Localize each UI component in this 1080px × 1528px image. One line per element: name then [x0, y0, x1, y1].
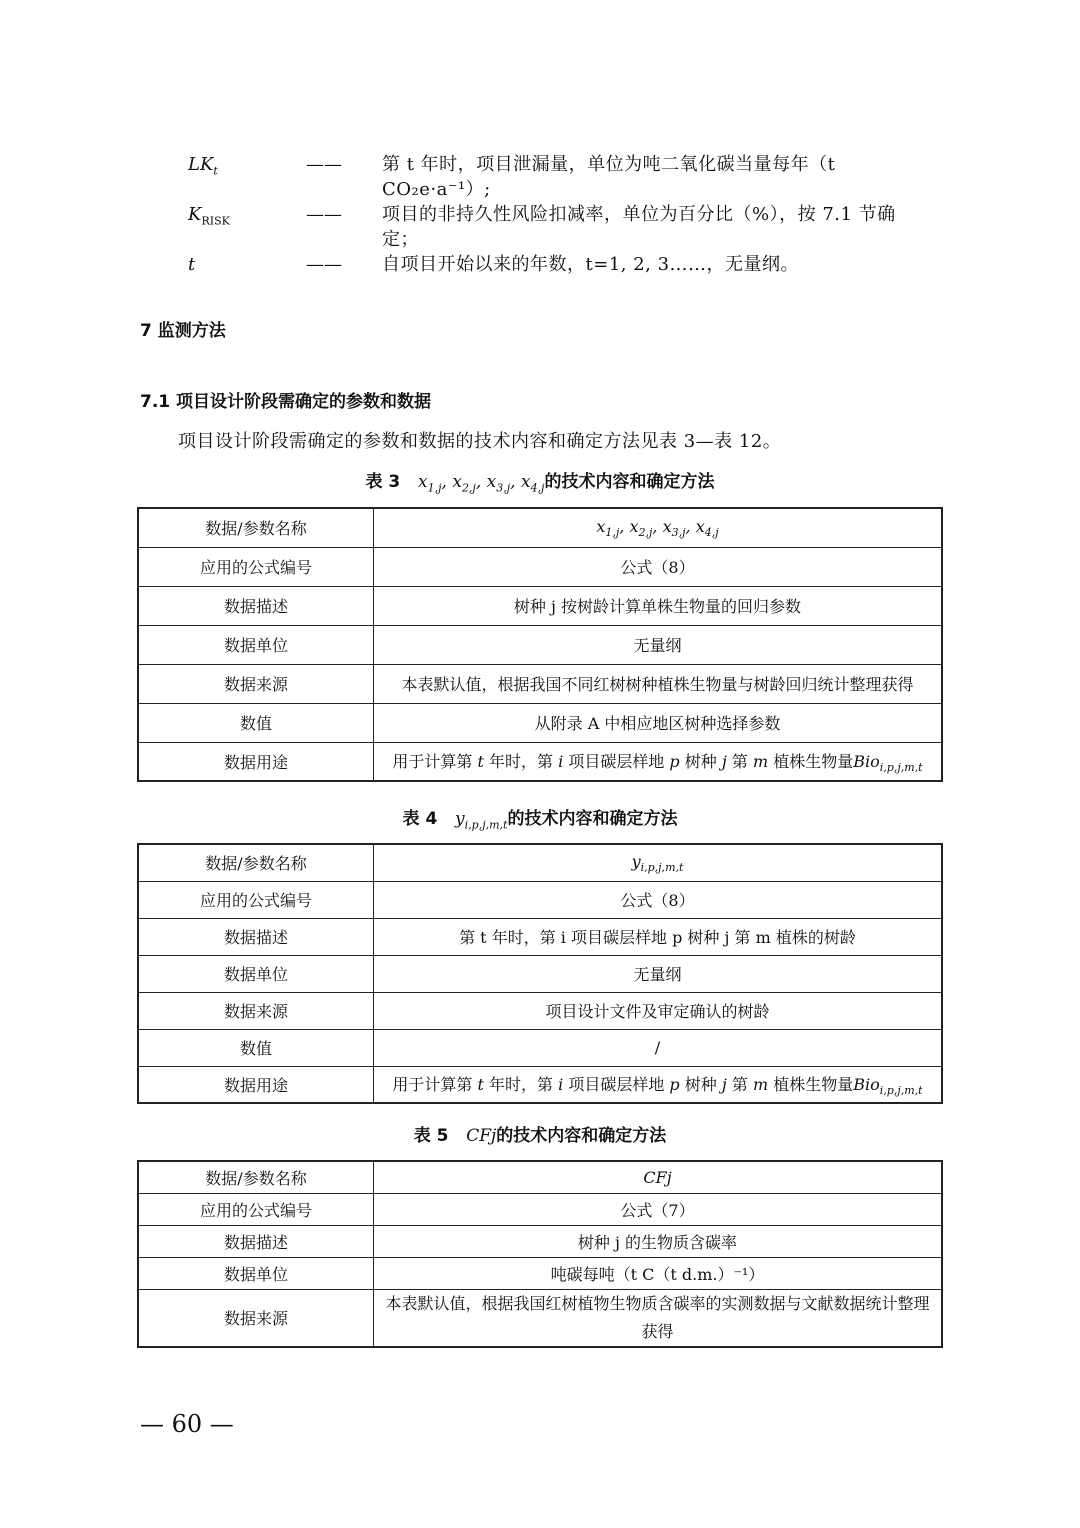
table-5-caption-symbols: CFj: [466, 1126, 497, 1146]
variable-definitions: [188, 152, 908, 277]
table-3-caption: 表 3 $x_{1,j}$, $x_{2,j}$, $x_{3,j}$, $x_{4,j}$的技术内容和确定方法: [365, 472, 715, 495]
variable-description: 第 t 年时，项目泄漏量，单位为吨二氧化碳当量每年（t CO₂e·a⁻¹）;: [382, 154, 836, 200]
table-row: 数据用途 用于计算第 t 年时，第 i 项目碳层样地 p 树种 j 第 m 植株生物量Bio$_{i,p,j,m,t}$: [138, 1066, 942, 1103]
variable-row: [188, 202, 908, 252]
table-5: [137, 1160, 943, 1348]
table-row: 数据描述 第 t 年时，第 i 项目碳层样地 p 树种 j 第 m 植株的树龄: [138, 918, 942, 955]
table-row: 数据描述 树种 j 按树龄计算单株生物量的回归参数: [138, 586, 942, 625]
table-row: 应用的公式编号 公式（8）: [138, 881, 942, 918]
table-row: 数值 从附录 A 中相应地区树种选择参数: [138, 703, 942, 742]
table-5-caption: 表 5 CFj的技术内容和确定方法: [413, 1126, 667, 1146]
table-row: 数据描述 树种 j 的生物质含碳率: [138, 1225, 942, 1257]
variable-symbol: $LK_t$: [188, 154, 218, 178]
table-row: 应用的公式编号 公式（7）: [138, 1193, 942, 1225]
table-cell: $x_{1,j}$, $x_{2,j}$, $x_{3,j}$, $x_{4,j}$: [374, 508, 943, 547]
variable-dash: ——: [306, 204, 342, 225]
table-row: 数据来源 项目设计文件及审定确认的树龄: [138, 992, 942, 1029]
table-row: 应用的公式编号 公式（8）: [138, 547, 942, 586]
table-row: 数值 /: [138, 1029, 942, 1066]
table-4-caption-symbols: $y_{i,p,j,m,t}$: [455, 809, 508, 832]
table-row: 数据单位 吨碳每吨（t C（t d.m.）⁻¹）: [138, 1257, 942, 1289]
intro-paragraph: 项目设计阶段需确定的参数和数据的技术内容和确定方法见表 3—表 12。: [178, 431, 782, 452]
section-heading-7: 7 监测方法: [140, 321, 226, 341]
table-3: [137, 507, 943, 782]
table-3-caption-symbols: $x_{1,j}$, $x_{2,j}$, $x_{3,j}$, $x_{4,j}$: [418, 472, 545, 495]
table-row: 数据/参数名称 CFj: [138, 1161, 942, 1193]
table-row: 数据单位 无量纲: [138, 955, 942, 992]
table-row: 数据用途 用于计算第 t 年时，第 i 项目碳层样地 p 树种 j 第 m 植株生物量Bio$_{i,p,j,m,t}$: [138, 742, 942, 781]
variable-dash: ——: [306, 154, 342, 175]
table-row: 数据/参数名称 $x_{1,j}$, $x_{2,j}$, $x_{3,j}$, $x_{4,j}$: [138, 508, 942, 547]
variable-symbol: t: [188, 254, 196, 275]
table-cell: 用于计算第 t 年时，第 i 项目碳层样地 p 树种 j 第 m 植株生物量Bio$_{i,p,j,m,t}$: [374, 1066, 943, 1103]
page-number: — 60 —: [140, 1410, 234, 1438]
table-cell: $y_{i,p,j,m,t}$: [374, 844, 943, 881]
table-4: [137, 843, 943, 1104]
section-heading-7-1: 7.1 项目设计阶段需确定的参数和数据: [140, 392, 432, 412]
variable-row: [188, 152, 908, 202]
table-row: 数据单位 无量纲: [138, 625, 942, 664]
variable-description: 项目的非持久性风险扣减率，单位为百分比（%），按 7.1 节确 定；: [382, 204, 896, 250]
table-cell: 用于计算第 t 年时，第 i 项目碳层样地 p 树种 j 第 m 植株生物量Bio$_{i,p,j,m,t}$: [374, 742, 943, 781]
table-4-caption: 表 4 $y_{i,p,j,m,t}$的技术内容和确定方法: [402, 809, 678, 832]
variable-symbol: $K_{RISK}$: [188, 204, 230, 228]
table-row: 数据来源 本表默认值，根据我国红树植物生物质含碳率的实测数据与文献数据统计整理获得: [138, 1289, 942, 1347]
variable-dash: ——: [306, 254, 342, 275]
table-row: 数据来源 本表默认值，根据我国不同红树树种植株生物量与树龄回归统计整理获得: [138, 664, 942, 703]
variable-description: 自项目开始以来的年数，t=1, 2, 3……，无量纲。: [382, 254, 800, 275]
table-row: 数据/参数名称 $y_{i,p,j,m,t}$: [138, 844, 942, 881]
variable-row: [188, 252, 908, 277]
